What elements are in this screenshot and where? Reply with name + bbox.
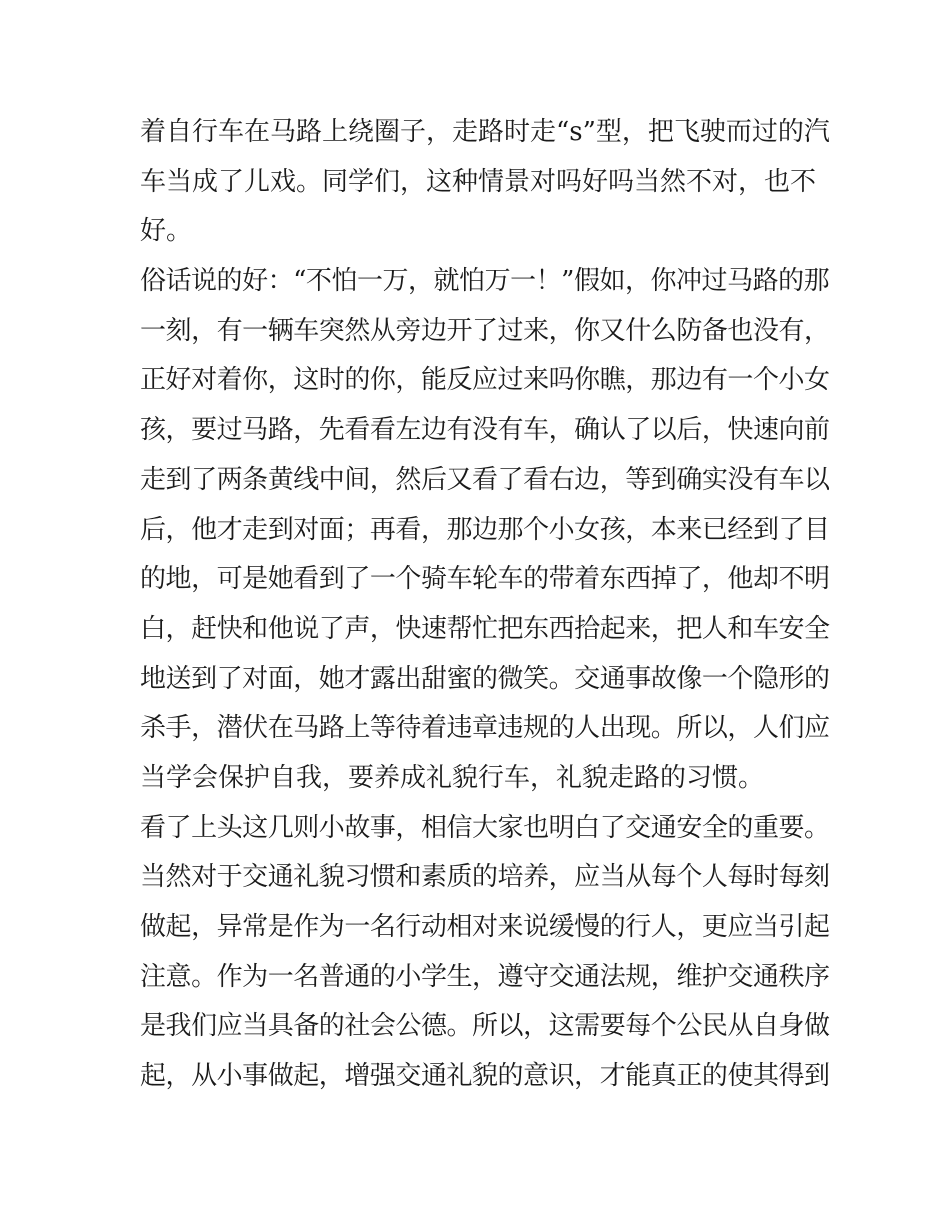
text-line: 白，赶快和他说了声，快速帮忙把东西拾起来，把人和车安全 (140, 613, 830, 644)
text-line: 俗话说的好：“不怕一万，就怕万一！”假如，你冲过马路的那 (140, 266, 830, 297)
text-line: 正好对着你，这时的你，能反应过来吗你瞧，那边有一个小女 (140, 365, 830, 396)
text-line: 做起，异常是作为一名行动相对来说缓慢的行人，更应当引起 (140, 912, 830, 942)
text-line: 车当成了儿戏。同学们，这种情景对吗好吗当然不对，也不 (140, 166, 817, 197)
text-line: 杀手，潜伏在马路上等待着违章违规的人出现。所以，人们应 (140, 713, 830, 744)
text-line: 起，从小事做起，增强交通礼貌的意识，才能真正的使其得到 (140, 1061, 830, 1092)
text-line: 当然对于交通礼貌习惯和素质的培养，应当从每个人每时每刻 (140, 862, 830, 893)
text-line: 后，他才走到对面；再看，那边那个小女孩，本来已经到了目 (140, 514, 830, 545)
text-line: 一刻，有一辆车突然从旁边开了过来，你又什么防备也没有， (140, 315, 830, 346)
text-line: 着自行车在马路上绕圈子，走路时走“s”型，把飞驶而过的汽 (140, 117, 830, 147)
document-body (140, 108, 830, 1102)
text-line: 孩，要过马路，先看看左边有没有车，确认了以后，快速向前 (140, 415, 830, 446)
text-line: 好。 (140, 216, 193, 247)
text-line: 地送到了对面，她才露出甜蜜的微笑。交通事故像一个隐形的 (140, 663, 830, 694)
text-line: 注意。作为一名普通的小学生，遵守交通法规，维护交通秩序 (140, 961, 830, 992)
text-line: 看了上头这几则小故事，相信大家也明白了交通安全的重要。 (140, 812, 830, 843)
text-line: 是我们应当具备的社会公德。所以，这需要每个公民从自身做 (140, 1011, 830, 1042)
text-line: 当学会保护自我，要养成礼貌行车，礼貌走路的习惯。 (140, 762, 765, 793)
text-line: 走到了两条黄线中间，然后又看了看右边，等到确实没有车以 (140, 464, 830, 495)
text-line: 的地，可是她看到了一个骑车轮车的带着东西掉了，他却不明 (140, 564, 830, 595)
